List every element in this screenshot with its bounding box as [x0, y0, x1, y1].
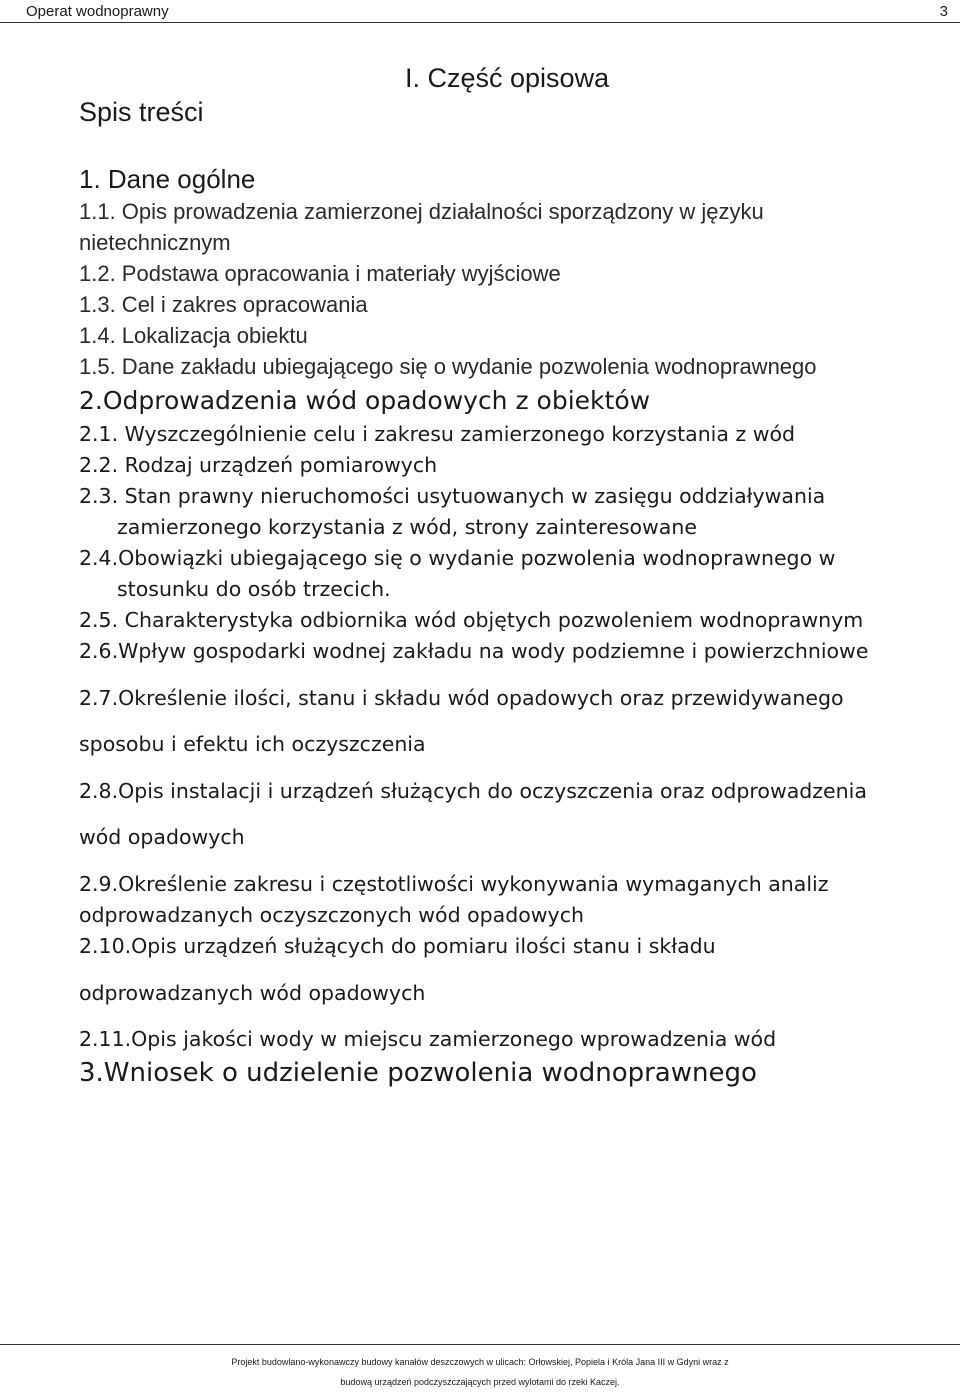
toc-item-2-10: 2.10.Opis urządzeń służących do pomiaru ilości stanu i składu: [79, 934, 716, 958]
toc-item-2-6: 2.6.Wpływ gospodarki wodnej zakładu na wody podziemne i powierzchniowe: [79, 639, 869, 663]
toc-item-2-7-cont: sposobu i efektu ich oczyszczenia: [79, 732, 426, 756]
page-number: 3: [939, 3, 948, 20]
toc-item-2-9: 2.9.Określenie zakresu i częstotliwości wykonywania wymaganych analiz: [79, 872, 829, 896]
toc-item-2-5: 2.5. Charakterystyka odbiornika wód objętych pozwoleniem wodnoprawnym: [79, 608, 864, 632]
toc-item-1-2: 1.2. Podstawa opracowania i materiały wyjściowe: [79, 261, 561, 286]
toc-item-1-4: 1.4. Lokalizacja obiektu: [79, 323, 308, 348]
footer-line-1: Projekt budowlano-wykonawczy budowy kanałów deszczowych w ulicach: Orłowskiej, Popiela i Króla Jana III w Gdyni wraz z: [231, 1357, 729, 1367]
toc-item-2-1: 2.1. Wyszczególnienie celu i zakresu zamierzonego korzystania z wód: [79, 422, 796, 446]
page-footer: [0, 1352, 960, 1392]
toc-item-2-9-cont: odprowadzanych oczyszczonych wód opadowych: [79, 903, 584, 927]
toc-section-3: 3.Wniosek o udzielenie pozwolenia wodnoprawnego: [79, 1058, 757, 1088]
toc-item-2-3-cont: zamierzonego korzystania z wód, strony zainteresowane: [117, 515, 697, 539]
footer-divider: [0, 1344, 960, 1345]
toc-title: Spis treści: [79, 97, 204, 127]
toc-item-2-8-cont: wód opadowych: [79, 825, 245, 849]
toc-item-2-3: 2.3. Stan prawny nieruchomości usytuowanych w zasięgu oddziaływania: [79, 484, 826, 508]
toc-item-2-10-cont: odprowadzanych wód opadowych: [79, 981, 426, 1005]
toc-item-1-5: 1.5. Dane zakładu ubiegającego się o wydanie pozwolenia wodnoprawnego: [79, 354, 817, 379]
toc-item-1-1-cont: nietechnicznym: [79, 230, 231, 255]
toc-section-2: 2.Odprowadzenia wód opadowych z obiektów: [79, 386, 651, 415]
toc-item-2-4-cont: stosunku do osób trzecich.: [117, 577, 391, 601]
part-title: I. Część opisowa: [405, 63, 610, 93]
toc-item-2-4: 2.4.Obowiązki ubiegającego się o wydanie pozwolenia wodnoprawnego w: [79, 546, 836, 570]
toc-item-2-7: 2.7.Określenie ilości, stanu i składu wód opadowych oraz przewidywanego: [79, 686, 844, 710]
toc-item-2-2: 2.2. Rodzaj urządzeń pomiarowych: [79, 453, 438, 477]
document-title: Operat wodnoprawny: [26, 3, 169, 20]
toc-item-2-11: 2.11.Opis jakości wody w miejscu zamierzonego wprowadzenia wód: [79, 1027, 777, 1051]
toc-section-1: 1. Dane ogólne: [79, 164, 256, 194]
toc-item-2-8: 2.8.Opis instalacji i urządzeń służących do oczyszczenia oraz odprowadzenia: [79, 779, 867, 803]
footer-line-2: budową urządzeń podczyszczających przed wylotami do rzeki Kaczej.: [340, 1377, 620, 1387]
toc-item-1-1: 1.1. Opis prowadzenia zamierzonej działalności sporządzony w języku: [79, 199, 764, 224]
page-header: [0, 0, 960, 23]
toc-item-1-3: 1.3. Cel i zakres opracowania: [79, 292, 368, 317]
